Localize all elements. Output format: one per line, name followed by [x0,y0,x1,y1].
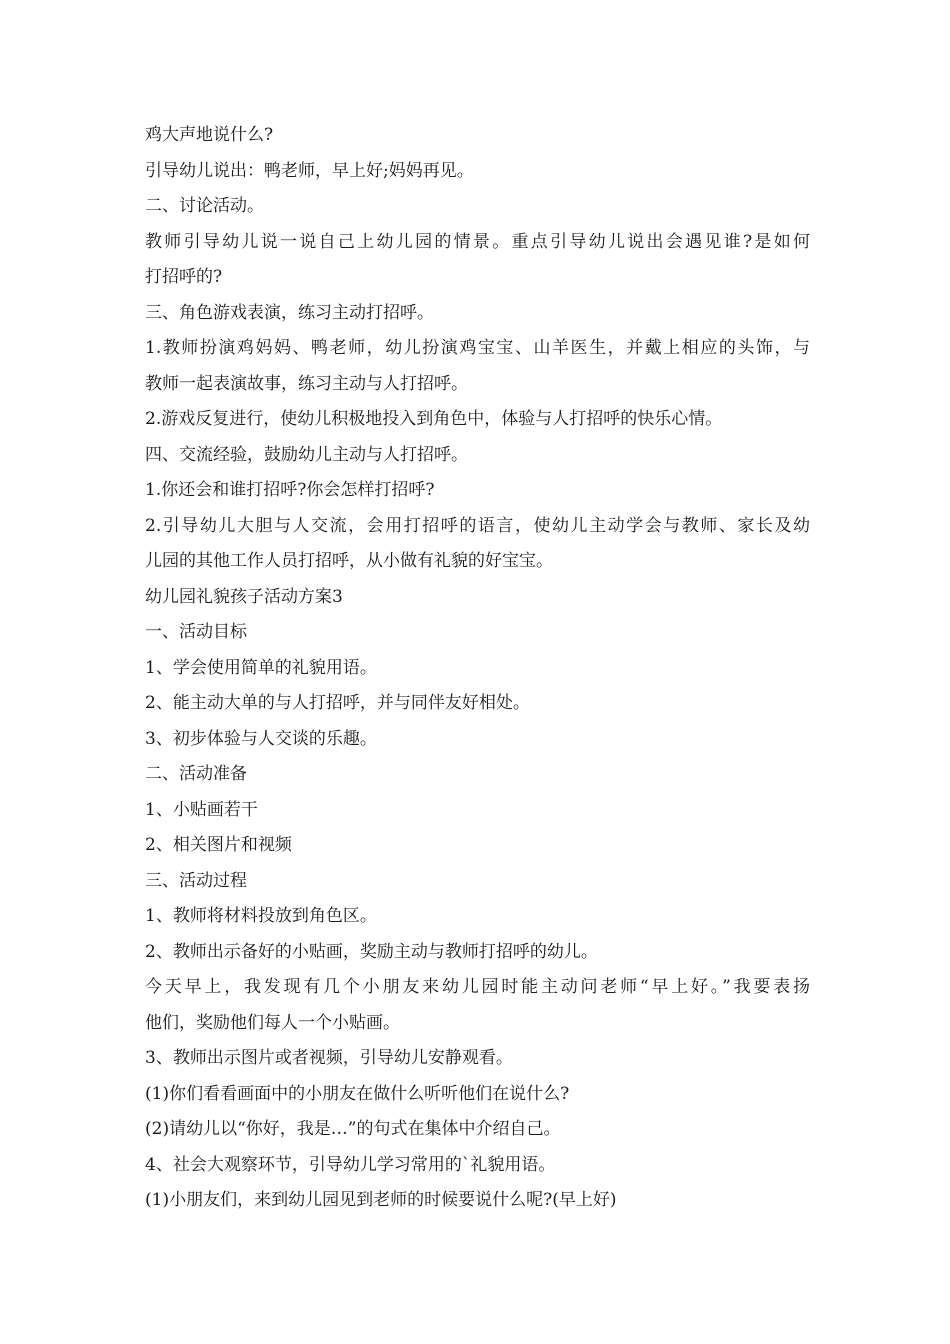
text-line: 他们，奖励他们每人一个小贴画。 [145,1012,400,1033]
text-line: 1.你还会和谁打招呼?你会怎样打招呼? [145,480,435,500]
text-line: 教师一起表演故事，练习主动与人打招呼。 [145,373,468,394]
text-line: 1、小贴画若干 [145,799,258,820]
text-line: 今天早上，我发现有几个小朋友来幼儿园时能主动问老师“早上好。”我要表扬 [145,977,810,997]
text-line: 教师引导幼儿说一说自己上幼儿园的情景。重点引导幼儿说出会遇见谁?是如何 [145,231,810,252]
text-line: 1.教师扮演鸡妈妈、鸭老师，幼儿扮演鸡宝宝、山羊医生，并戴上相应的头饰，与 [145,338,810,358]
text-line: 四、交流经验，鼓励幼儿主动与人打招呼。 [145,444,468,465]
text-line: 2、相关图片和视频 [145,835,292,855]
text-line: 2.引导幼儿大胆与人交流，会用打招呼的语言，使幼儿主动学会与教师、家长及幼 [145,515,810,536]
text-line: 2、教师出示备好的小贴画，奖励主动与教师打招呼的幼儿。 [145,941,598,962]
text-line: (1)小朋友们，来到幼儿园见到老师的时候要说什么呢?(早上好) [145,1190,617,1210]
text-line: 儿园的其他工作人员打招呼，从小做有礼貌的好宝宝。 [145,551,553,571]
text-line: 1、教师将材料投放到角色区。 [145,906,377,926]
text-line: 二、活动准备 [145,764,247,784]
text-line: 4、社会大观察环节，引导幼儿学习常用的`礼貌用语。 [145,1154,556,1175]
text-line: 3、教师出示图片或者视频，引导幼儿安静观看。 [145,1048,513,1068]
text-line: 幼儿园礼貌孩子活动方案3 [145,586,343,607]
text-line: 1、学会使用简单的礼貌用语。 [145,657,377,678]
document-body [145,118,810,1219]
text-line: 引导幼儿说出：鸭老师，早上好;妈妈再见。 [145,160,474,181]
text-line: 打招呼的? [145,267,223,287]
text-line: 三、活动过程 [145,870,247,891]
text-line: 2.游戏反复进行，使幼儿积极地投入到角色中，体验与人打招呼的快乐心情。 [145,409,723,429]
text-line: 鸡大声地说什么? [145,125,274,145]
text-line: 一、活动目标 [145,622,247,642]
text-line: 三、角色游戏表演，练习主动打招呼。 [145,302,434,323]
text-line: 二、讨论活动。 [145,196,264,216]
text-line: (1)你们看看画面中的小朋友在做什么听听他们在说什么? [145,1083,570,1104]
text-line: (2)请幼儿以“你好，我是…”的句式在集体中介绍自己。 [145,1119,561,1139]
text-line: 3、初步体验与人交谈的乐趣。 [145,728,377,749]
text-line: 2、能主动大单的与人打招呼，并与同伴友好相处。 [145,693,530,713]
